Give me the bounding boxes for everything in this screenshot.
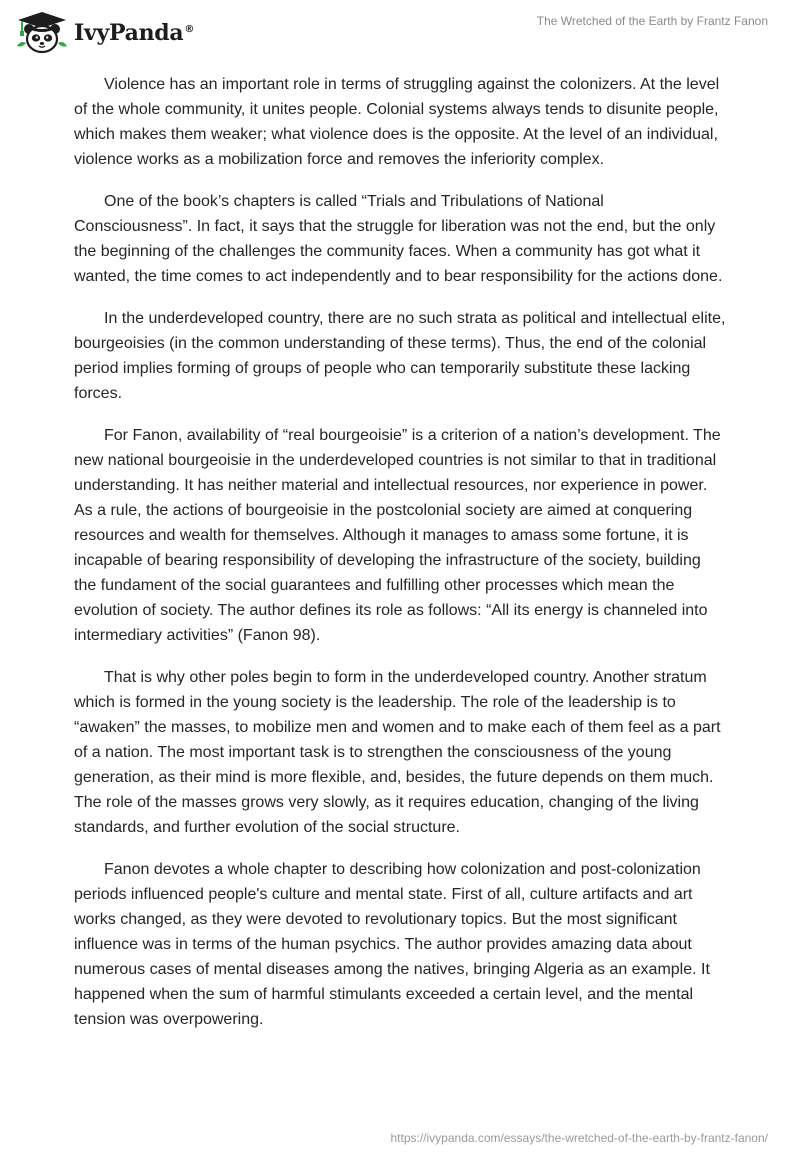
ivypanda-logo[interactable] xyxy=(14,10,194,56)
brand-name: IvyPanda® xyxy=(74,20,195,46)
registered-mark: ® xyxy=(184,23,195,35)
document-title: The Wretched of the Earth by Frantz Fanon xyxy=(536,14,768,28)
paragraph: For Fanon, availability of “real bourgeoisie” is a criterion of a nation’s development. The new national bourgeoisie in the underdeveloped countries is not similar to that in traditional understanding. It has neither material and intellectual resources, nor experience in power. As a rule, the actions of bourgeoisie in the postcolonial society are aimed at conquering resources and wealth for themselves. Although it manages to amass some fortune, it is incapable of bearing responsibility of developing the infrastructure of the society, building the fundament of the social guarantees and fulfilling other processes which mean the evolution of society. The author defines its role as follows: “All its energy is channeled into intermediary activities” (Fanon 98). xyxy=(74,427,721,644)
paragraph: That is why other poles begin to form in the underdeveloped country. Another stratum which is formed in the young society is the leadership. The role of the leadership is to “awaken” the masses, to mobilize men and women and to make each of them feel as a part of a nation. The most important task is to strengthen the consciousness of the young generation, as their mind is more flexible, and, besides, the future depends on them much. The role of the masses grows very slowly, as it requires education, changing of the living standards, and further evolution of the social structure. xyxy=(74,669,721,836)
panda-graduation-cap-logo-icon xyxy=(14,10,70,56)
paragraph: Violence has an important role in terms of struggling against the colonizers. At the level of the whole community, it unites people. Colonial systems always tends to disunite people, which makes them weaker; what violence does is the opposite. At the level of an individual, violence works as a mobilization force and removes the inferiority complex. xyxy=(74,76,720,168)
paragraph: In the underdeveloped country, there are no such strata as political and intellectual elite, bourgeoisies (in the common understanding of these terms). Thus, the end of the colonial period implies forming of groups of people who can temporarily substitute these lacking forces. xyxy=(74,310,726,402)
essay-body xyxy=(74,72,726,1049)
paragraph: One of the book’s chapters is called “Trials and Tribulations of National Consciousness”. In fact, it says that the struggle for liberation was not the end, but the only the beginning of the challenges the community faces. When a community has got what it wanted, the time comes to act independently and to bear responsibility for the actions done. xyxy=(74,193,723,285)
page-header xyxy=(0,0,800,60)
paragraph: Fanon devotes a whole chapter to describing how colonization and post-colonization periods influenced people's culture and mental state. First of all, culture artifacts and art works changed, as they were devoted to revolutionary topics. But the most significant influence was in terms of the human psychics. The author provides amazing data about numerous cases of mental diseases among the natives, bringing Algeria as an example. It happened when the sum of harmful stimulants exceeded a certain level, and the mental tension was overpowering. xyxy=(74,861,710,1028)
source-url-link[interactable]: https://ivypanda.com/essays/the-wretched-of-the-earth-by-frantz-fanon/ xyxy=(390,1131,768,1145)
